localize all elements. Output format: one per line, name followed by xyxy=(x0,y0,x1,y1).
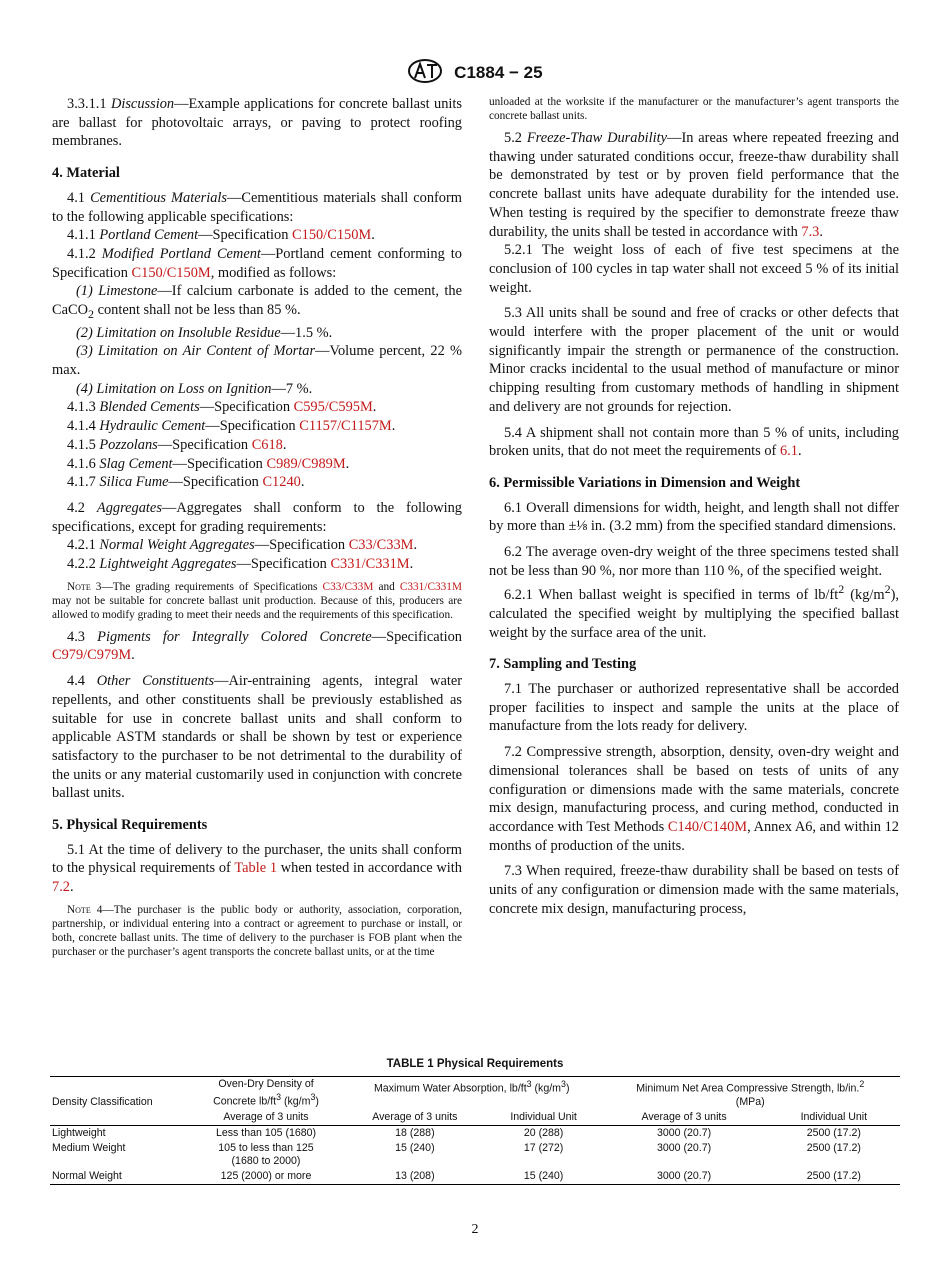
table-link[interactable]: Table 1 xyxy=(234,860,278,877)
para-5-4: 5.4 A shipment shall not contain more than 5 % of units, including broken units, that do not meet the requirements of 6.1. xyxy=(489,424,899,460)
section-link[interactable]: 7.2 xyxy=(52,879,70,896)
modification-3: (3) Limitation on Air Content of Mortar—Volume percent, 22 % max. xyxy=(52,343,462,379)
col-header-compressive-strength: Minimum Net Area Compressive Strength, lb/in.$^2$ (MPa) xyxy=(600,1077,900,1110)
section-7-heading: 7. Sampling and Testing xyxy=(489,656,637,673)
spec-link[interactable]: C989/C989M xyxy=(266,455,346,472)
para-3-3-1-1: 3.3.1.1 Discussion—Example applications for concrete ballast units are ballast for photovoltaic arrays, or paving to protect roofing membranes. xyxy=(52,96,462,150)
table-subheader-row xyxy=(50,1110,900,1126)
note-4-continued: unloaded at the worksite if the manufacturer or the manufacturer’s agent transports the concrete ballast units. xyxy=(489,96,899,122)
spec-link[interactable]: C1240 xyxy=(262,474,301,491)
page-header xyxy=(0,58,950,89)
modification-1: (1) Limestone—If calcium carbonate is added to the cement, the CaCO$_2$ content shall not be less than 85 %. xyxy=(52,283,462,321)
col-header-density-class: Density Classification xyxy=(50,1077,189,1110)
para-7-1: 7.1 The purchaser or authorized representative shall be accorded proper facilities to inspect and sample the units at the place of manufacture from the lots ready for delivery. xyxy=(489,681,899,735)
subheader-individual: Individual Unit xyxy=(768,1110,900,1126)
standard-code: C1884 − 25 xyxy=(454,62,543,82)
section-5-heading: 5. Physical Requirements xyxy=(52,817,208,834)
spec-link[interactable]: C140/C140M xyxy=(667,819,748,835)
para-4-1-6: 4.1.6 Slag Cement—Specification C989/C989M. xyxy=(67,455,350,472)
para-4-1-7: 4.1.7 Silica Fume—Specification C1240. xyxy=(67,474,305,491)
col-header-oven-dry-density: Oven-Dry Density of Concrete $lb/ft^3$ $(kg/m^3)$ xyxy=(189,1077,343,1110)
spec-link[interactable]: C33/C33M xyxy=(348,537,414,554)
spec-link[interactable]: C33/C33M xyxy=(322,580,374,593)
spec-link[interactable]: C331/C331M xyxy=(399,580,462,593)
spec-link[interactable]: C331/C331M xyxy=(330,556,410,573)
subheader-average: Average of 3 units xyxy=(343,1110,487,1126)
modification-2: (2) Limitation on Insoluble Residue—1.5 %. xyxy=(76,324,333,341)
para-4-3: 4.3 Pigments for Integrally Colored Concrete—Specification C979/C979M. xyxy=(52,628,462,664)
right-column xyxy=(489,95,899,919)
para-4-2: 4.2 Aggregates—Aggregates shall conform to the following specifications, except for grading requirements: xyxy=(52,499,462,535)
spec-link[interactable]: C150/C150M xyxy=(131,264,211,281)
para-4-1: 4.1 Cementitious Materials—Cementitious materials shall conform to the following applicable specifications: xyxy=(52,189,462,225)
para-5-1: 5.1 At the time of delivery to the purchaser, the units shall conform to the physical requirements of Table 1 when tested in accordance with 7.2. xyxy=(52,841,462,896)
spec-link[interactable]: C979/C979M xyxy=(52,647,132,664)
para-4-4: 4.4 Other Constituents—Air-entraining agents, integral water repellents, and other constituents shall be previously established as suitable for use in concrete ballast units and shall conform to applicable ASTM standards or shall be shown by test or experience satisfactory to the purchaser to be not detrimental to the durability of the units or any material customarily used in conjunction with concrete ballast units. xyxy=(52,673,463,802)
para-6-2: 6.2 The average oven-dry weight of the three specimens tested shall not be less than 90 %, nor more than 110 %, of the specified weight. xyxy=(489,544,899,579)
para-5-2-1: 5.2.1 The weight loss of each of five test specimens at the conclusion of 100 cycles in tap water shall not exceed 5 % of its initial weight. xyxy=(489,242,899,296)
subheader-individual: Individual Unit xyxy=(487,1110,601,1126)
para-4-1-4: 4.1.4 Hydraulic Cement—Specification C1157/C1157M. xyxy=(67,418,396,435)
spec-link[interactable]: C595/C595M xyxy=(293,399,373,416)
para-4-1-1: 4.1.1 Portland Cement—Specification C150/C150M. xyxy=(67,227,375,244)
spec-link[interactable]: C150/C150M xyxy=(292,227,372,244)
page-number: 2 xyxy=(471,1222,479,1237)
para-7-2: 7.2 Compressive strength, absorption, density, oven-dry weight and dimensional tolerances shall be based on tests of units of any configuration or dimensions made with the same materials, concrete mix design, manufacturing process, and curing method, conducted in accordance with Test Methods C140/C140M, Annex A6, and within 12 months of production of the units. xyxy=(489,744,899,854)
table-title: TABLE 1 Physical Requirements xyxy=(386,1058,564,1070)
note-3: Note 3—The grading requirements of Specifications C33/C33M and C331/C331M may not be suitable for concrete ballast unit production. Because of this, producers are allowed to modify grading to meet their needs and the requirements of this specification. xyxy=(52,580,462,621)
para-4-1-3: 4.1.3 Blended Cements—Specification C595/C595M. xyxy=(67,399,377,416)
spec-link[interactable]: C618 xyxy=(251,436,283,453)
para-7-3: 7.3 When required, freeze-thaw durability shall be based on tests of units of any configuration or dimension made with the same materials, concrete mix design, manufacturing process, xyxy=(489,863,900,917)
para-4-2-1: 4.2.1 Normal Weight Aggregates—Specification C33/C33M. xyxy=(67,537,418,554)
spec-link[interactable]: C1157/C1157M xyxy=(299,418,392,435)
section-link[interactable]: 6.1 xyxy=(779,443,798,460)
physical-requirements-table xyxy=(50,1058,900,1185)
note-4: Note 4—The purchaser is the public body or authority, association, corporation, partnership, or individual entering into a contract or agreement to purchase or install, or both, concrete ballast units. The time of delivery to the purchaser is FOB plant when the purchaser or the purchaser’s agent transports the concrete ballast units, or at the time xyxy=(52,903,462,958)
section-6-heading: 6. Permissible Variations in Dimension and Weight xyxy=(489,474,801,491)
modification-4: (4) Limitation on Loss on Ignition—7 %. xyxy=(76,380,313,397)
col-header-water-absorption: Maximum Water Absorption, $lb/ft^3$ $(kg/m^3)$ xyxy=(343,1077,600,1110)
table-header-row xyxy=(50,1077,900,1110)
para-6-1: 6.1 Overall dimensions for width, height, and length shall not differ by more than ±⅛ in. (3.2 mm) from the specified standard dimensions. xyxy=(489,499,899,535)
table-row: Medium Weight 105 to less than 125 (1680 to 2000) 15 (240) 17 (272) 3000 (20.7) 2500 (17.2) xyxy=(52,1141,861,1167)
section-link[interactable]: 7.3 xyxy=(801,223,820,240)
para-5-3: 5.3 All units shall be sound and free of cracks or other defects that would interfere with the proper placement of the unit or would significantly impair the strength or permanence of the construction. Minor cracks incidental to the usual method of manufacture or minor chipping resulting from customary methods of handling in shipment and delivery are not grounds for rejection. xyxy=(489,305,900,415)
table-row: Lightweight Less than 105 (1680) 18 (288) 20 (288) 3000 (20.7) 2500 (17.2) xyxy=(52,1126,861,1139)
section-4-heading: 4. Material xyxy=(52,165,120,182)
para-4-1-2: 4.1.2 Modified Portland Cement—Portland cement conforming to Specification C150/C150M, modified as follows: xyxy=(52,245,462,281)
subheader-average: Average of 3 units xyxy=(600,1110,767,1126)
left-column xyxy=(52,95,462,965)
para-4-2-2: 4.2.2 Lightweight Aggregates—Specification C331/C331M. xyxy=(67,556,414,573)
astm-logo-icon xyxy=(407,58,443,89)
table-row: Normal Weight 125 (2000) or more 13 (208) 15 (240) 3000 (20.7) 2500 (17.2) xyxy=(50,1169,900,1185)
subheader-average: Average of 3 units xyxy=(189,1110,343,1126)
para-5-2: 5.2 Freeze-Thaw Durability—In areas where repeated freezing and thawing under saturated conditions occur, freeze-thaw durability shall be demonstrated by test or by proven field performance that the concrete ballast units have adequate durability for the intended use. When testing is required by the specifier to demonstrate freeze thaw durability, the units shall be tested in accordance with 7.3. xyxy=(489,130,899,240)
para-6-2-1: 6.2.1 When ballast weight is specified in terms of $lb/ft^2$ $(kg/m^2)$, calculated the specified weight by multiplying the specified ballast weight by the surface area of the unit. xyxy=(489,582,899,641)
para-4-1-5: 4.1.5 Pozzolans—Specification C618. xyxy=(67,436,287,453)
